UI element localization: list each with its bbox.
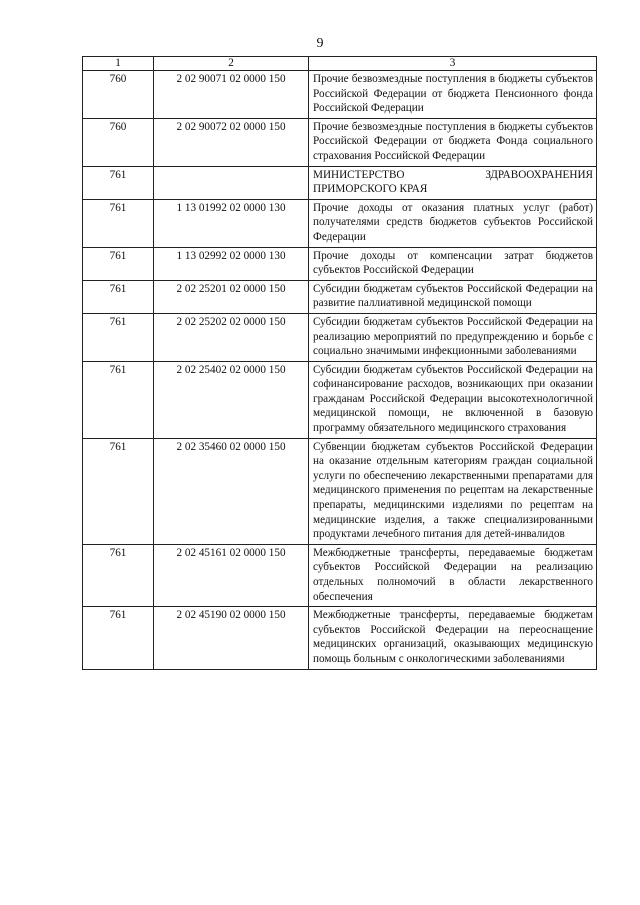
table-row — [83, 280, 597, 313]
table-header-row — [83, 57, 597, 71]
table-row — [83, 361, 597, 438]
administrator-code: 761 — [83, 607, 154, 669]
administrator-code: 761 — [83, 438, 154, 544]
administrator-code: 761 — [83, 166, 154, 199]
column-header-1: 1 — [83, 57, 154, 71]
revenue-name: Субвенции бюджетам субъектов Российской Федерации на оказание отдельным категориям граждан социальной услуги по обеспечению лекарственными препаратами для медицинского применения по рецептам на лекарственные препараты, медицинскими изделиями по рецептам на медицинские изделия, а также специализированными продуктами лечебного питания для детей-инвалидов — [309, 438, 597, 544]
table-row — [83, 544, 597, 606]
administrator-code: 761 — [83, 544, 154, 606]
revenue-name: Прочие безвозмездные поступления в бюджеты субъектов Российской Федерации от бюджета Пенсионного фонда Российской Федерации — [309, 71, 597, 119]
revenue-name: Субсидии бюджетам субъектов Российской Федерации на развитие паллиативной медицинской помощи — [309, 280, 597, 313]
administrator-code: 761 — [83, 313, 154, 361]
table-row — [83, 71, 597, 119]
revenue-code: 2 02 90071 02 0000 150 — [154, 71, 309, 119]
table-row — [83, 166, 597, 199]
table-row — [83, 313, 597, 361]
revenue-name: Субсидии бюджетам субъектов Российской Федерации на реализацию мероприятий по предупреждению и борьбе с социально значимыми инфекционными заболеваниями — [309, 313, 597, 361]
administrator-code: 761 — [83, 199, 154, 247]
revenue-code: 2 02 45161 02 0000 150 — [154, 544, 309, 606]
table-row — [83, 199, 597, 247]
page-number: 9 — [316, 36, 324, 51]
revenue-code: 2 02 25402 02 0000 150 — [154, 361, 309, 438]
revenue-code: 1 13 01992 02 0000 130 — [154, 199, 309, 247]
revenue-code: 1 13 02992 02 0000 130 — [154, 247, 309, 280]
revenue-name: Межбюджетные трансферты, передаваемые бюджетам субъектов Российской Федерации на переоснащение медицинских организаций, оказывающих медицинскую помощь больным с онкологическими заболеваниями — [309, 607, 597, 669]
column-header-3: 3 — [309, 57, 597, 71]
revenue-code: 2 02 25202 02 0000 150 — [154, 313, 309, 361]
table-row — [83, 607, 597, 669]
revenue-name: Межбюджетные трансферты, передаваемые бюджетам субъектов Российской Федерации на реализацию отдельных полномочий в области лекарственного обеспечения — [309, 544, 597, 606]
administrator-code: 760 — [83, 71, 154, 119]
table-row — [83, 438, 597, 544]
column-header-2: 2 — [154, 57, 309, 71]
revenue-name: Прочие безвозмездные поступления в бюджеты субъектов Российской Федерации от бюджета Фонда социального страхования Российской Федерации — [309, 118, 597, 166]
administrator-code: 761 — [83, 361, 154, 438]
revenue-code — [154, 166, 309, 199]
revenue-code-table — [82, 56, 597, 670]
revenue-code: 2 02 90072 02 0000 150 — [154, 118, 309, 166]
revenue-name: Субсидии бюджетам субъектов Российской Федерации на софинансирование расходов, возникающих при оказании гражданам Российской Федерации высокотехнологичной медицинской помощи, не включенной в базовую программу обязательного медицинского страхования — [309, 361, 597, 438]
administrator-code: 760 — [83, 118, 154, 166]
revenue-name: Прочие доходы от компенсации затрат бюджетов субъектов Российской Федерации — [309, 247, 597, 280]
revenue-name: Прочие доходы от оказания платных услуг (работ) получателями средств бюджетов субъектов Российской Федерации — [309, 199, 597, 247]
administrator-code: 761 — [83, 280, 154, 313]
revenue-code: 2 02 45190 02 0000 150 — [154, 607, 309, 669]
administrator-code: 761 — [83, 247, 154, 280]
revenue-code: 2 02 35460 02 0000 150 — [154, 438, 309, 544]
revenue-code: 2 02 25201 02 0000 150 — [154, 280, 309, 313]
administrator-name: МИНИСТЕРСТВО ЗДРАВООХРАНЕНИЯ ПРИМОРСКОГО КРАЯ — [309, 166, 597, 199]
table-row — [83, 247, 597, 280]
table-row — [83, 118, 597, 166]
